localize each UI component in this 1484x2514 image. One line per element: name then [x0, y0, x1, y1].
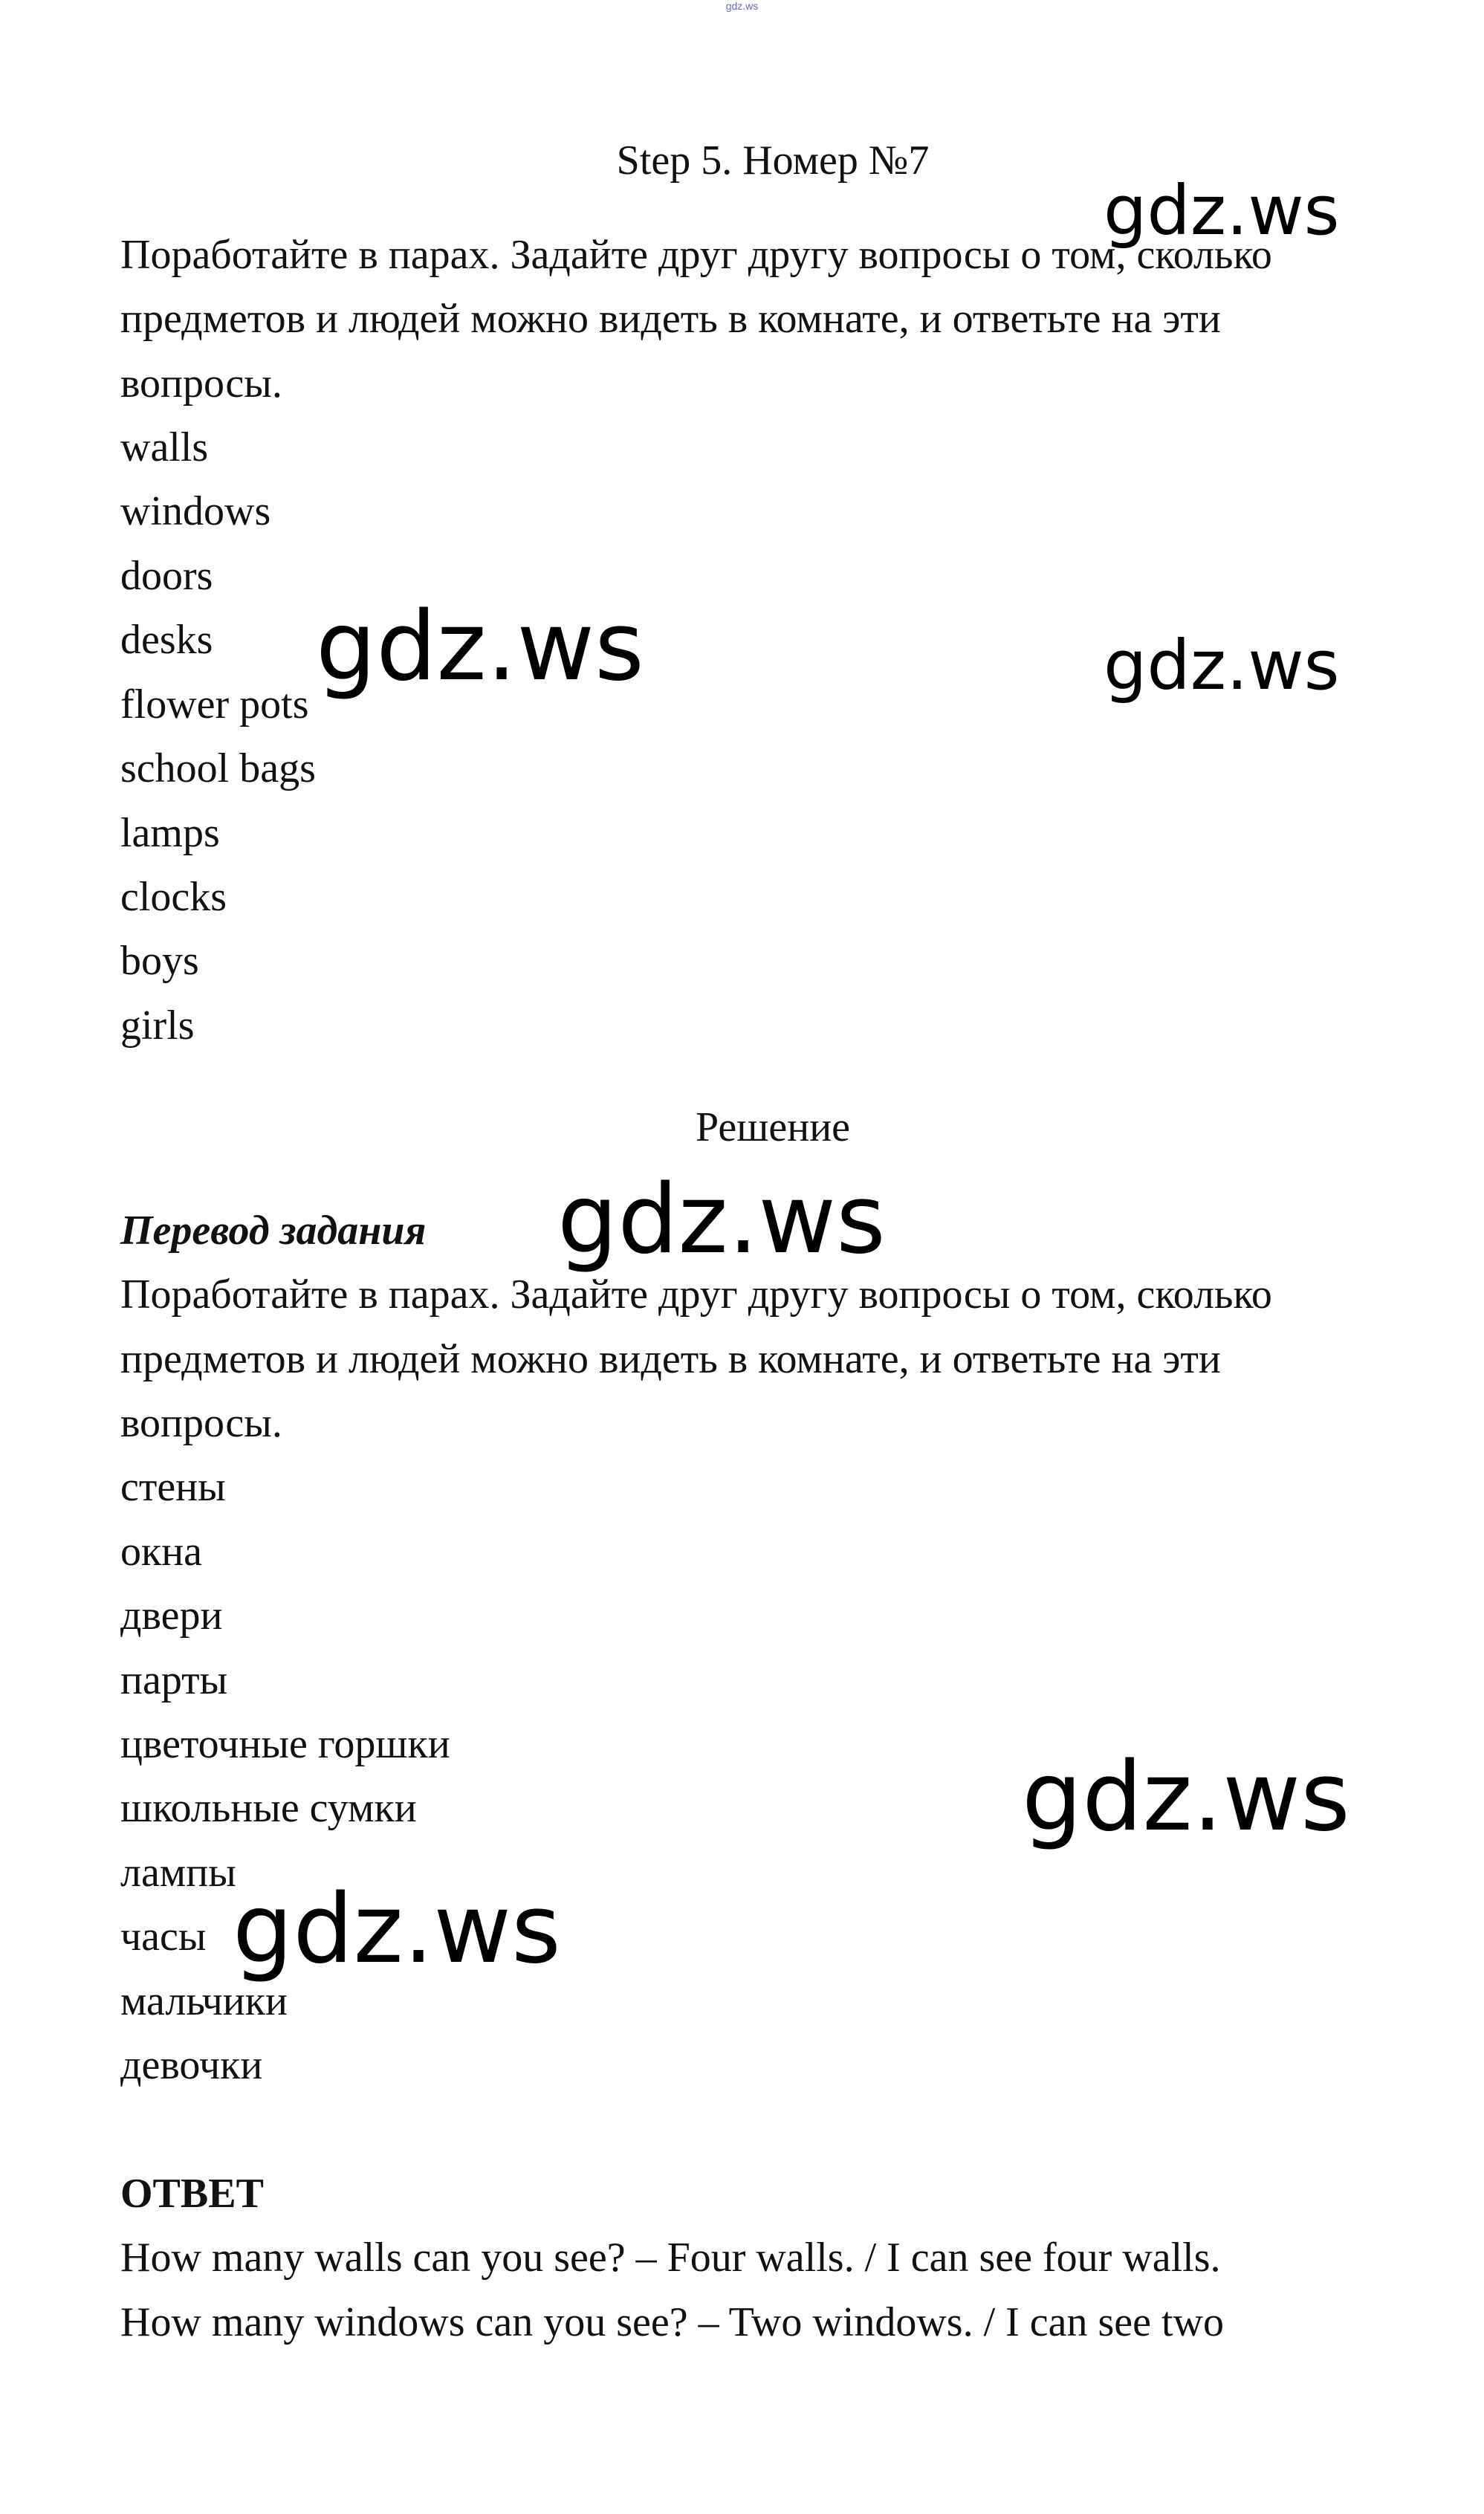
translation-line: Поработайте в парах. Задайте друг другу вопросы о том, сколько — [120, 1271, 1272, 1318]
word-item: boys — [120, 938, 199, 984]
solution-heading: Решение — [695, 1104, 851, 1150]
word-item: walls — [120, 424, 209, 470]
translation-heading: Перевод задания — [120, 1208, 427, 1254]
task-line: Поработайте в парах. Задайте друг другу вопросы о том, сколько — [120, 232, 1272, 278]
task-line: вопросы. — [120, 360, 282, 406]
word-item: windows — [120, 488, 271, 534]
word-item: desks — [120, 617, 213, 663]
translated-word: цветочные горшки — [120, 1721, 450, 1767]
translated-word: парты — [120, 1657, 228, 1703]
word-item: school bags — [120, 745, 316, 791]
translated-word: школьные сумки — [120, 1785, 417, 1831]
translation-line: предметов и людей можно видеть в комнате, и ответьте на эти — [120, 1336, 1221, 1382]
translation-line: вопросы. — [120, 1400, 282, 1446]
translated-word: стены — [120, 1464, 226, 1510]
watermark: gdz.ws — [1104, 171, 1340, 250]
translated-word: лампы — [120, 1850, 236, 1896]
word-item: girls — [120, 1002, 195, 1049]
watermark: gdz.ws — [1022, 1742, 1350, 1853]
translated-word: окна — [120, 1529, 203, 1575]
translated-word: двери — [120, 1593, 223, 1639]
word-item: doors — [120, 553, 213, 599]
answer-heading: ОТВЕТ — [120, 2171, 264, 2217]
translated-word: часы — [120, 1914, 207, 1960]
answer-line: How many walls can you see? – Four walls. / I can see four walls. — [120, 2235, 1221, 2281]
word-item: clocks — [120, 874, 227, 920]
page-title: Step 5. Номер №7 — [616, 137, 930, 184]
watermark: gdz.ws — [557, 1164, 886, 1275]
header-watermark: gdz.ws — [725, 0, 759, 12]
watermark: gdz.ws — [233, 1874, 561, 1985]
word-item: flower pots — [120, 681, 309, 728]
task-line: предметов и людей можно видеть в комнате, и ответьте на эти — [120, 296, 1221, 342]
translated-word: девочки — [120, 2042, 263, 2088]
translated-word: мальчики — [120, 1978, 288, 2024]
word-item: lamps — [120, 810, 220, 856]
answer-line: How many windows can you see? – Two windows. / I can see two — [120, 2299, 1224, 2345]
watermark: gdz.ws — [1104, 626, 1340, 705]
watermark: gdz.ws — [316, 592, 644, 702]
